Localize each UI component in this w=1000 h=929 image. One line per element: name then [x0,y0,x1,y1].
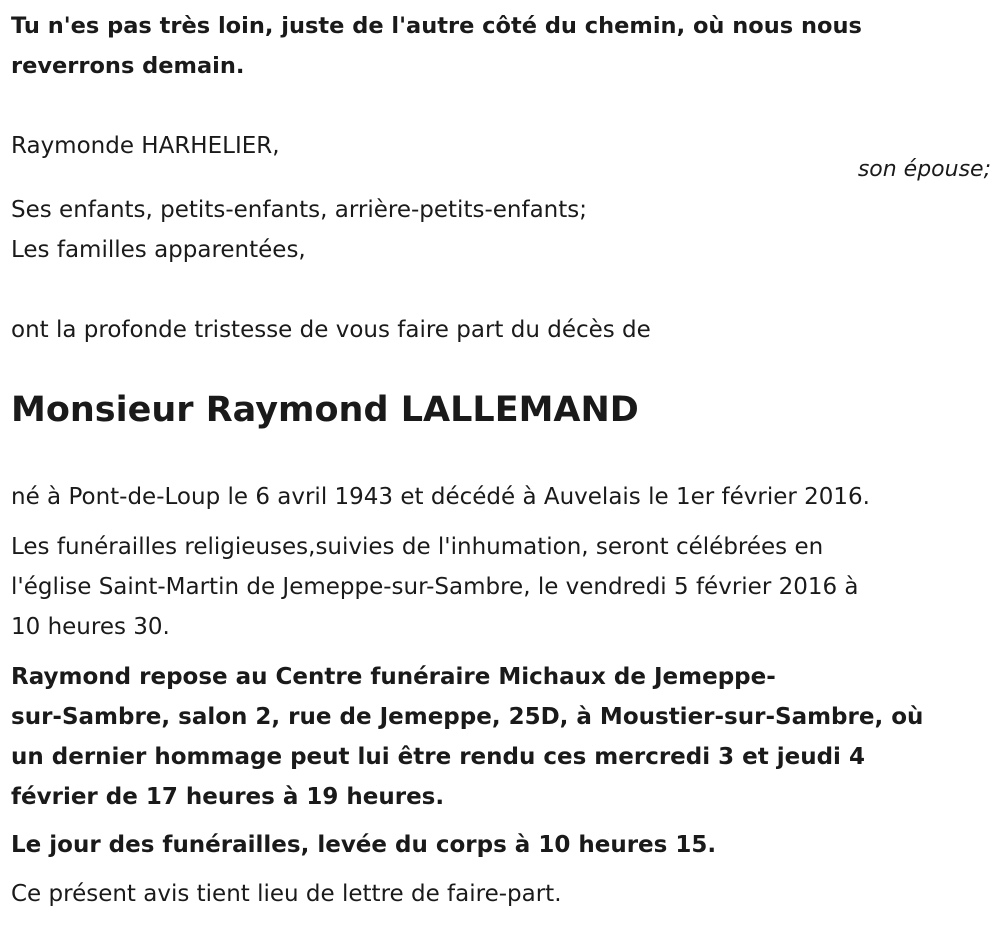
repose-line-2: sur-Sambre, salon 2, rue de Jemeppe, 25D, à Moustier-sur-Sambre, où [11,704,924,730]
repose-details [11,657,923,817]
birth-death-text: né à Pont-de-Loup le 6 avril 1943 et décédé à Auvelais le 1er février 2016. [11,484,870,510]
repose-line-3: un dernier hommage peut lui être rendu ces mercredi 3 et jeudi 4 [11,744,865,770]
opening-quote [11,6,862,86]
spouse-role: son épouse; [857,157,991,182]
quote-line-1: Tu n'es pas très loin, juste de l'autre côté du chemin, où nous nous [11,13,862,39]
funeral-line-1: Les funérailles religieuses,suivies de l'inhumation, seront célébrées en [11,534,824,560]
funeral-line-3: 10 heures 30. [11,614,170,640]
funeral-details [11,527,859,647]
announcement-text: ont la profonde tristesse de vous faire part du décès de [11,317,651,343]
notice-text: Ce présent avis tient lieu de lettre de faire-part. [11,881,562,907]
deceased-name: Monsieur Raymond LALLEMAND [11,390,639,430]
repose-line-1: Raymond repose au Centre funéraire Michaux de Jemeppe- [11,664,776,690]
funeral-line-2: l'église Saint-Martin de Jemeppe-sur-Sambre, le vendredi 5 février 2016 à [11,574,859,600]
quote-line-2: reverrons demain. [11,53,245,79]
levee-text: Le jour des funérailles, levée du corps à 10 heures 15. [11,832,717,858]
spouse-name: Raymonde HARHELIER, [11,133,280,159]
children-line: Ses enfants, petits-enfants, arrière-petits-enfants; [11,197,587,223]
relatives-line: Les familles apparentées, [11,237,306,263]
repose-line-4: février de 17 heures à 19 heures. [11,784,445,810]
